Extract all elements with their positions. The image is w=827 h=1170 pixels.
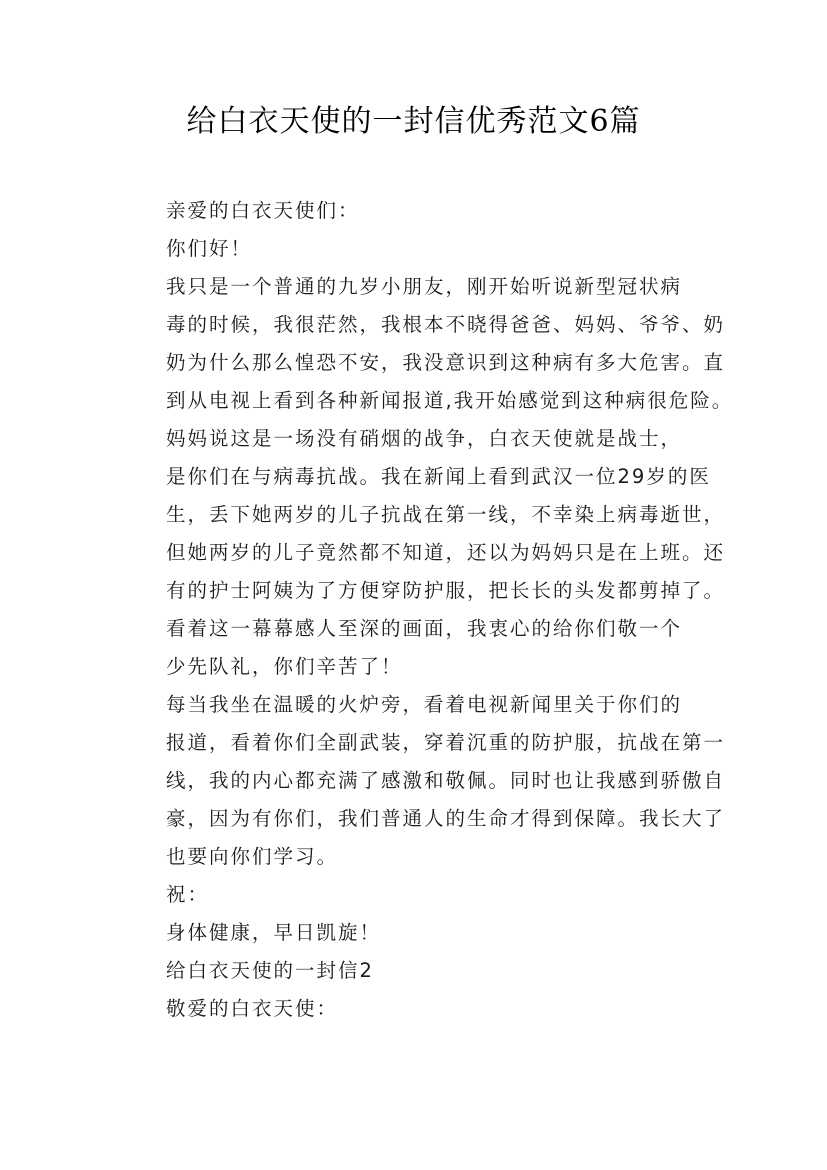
text-line: 你们好！ [166,237,253,260]
text-line: 线，我的内心都充满了感激和敬佩。同时也让我感到骄傲自 [166,769,726,792]
text-line: 奶为什么那么惶恐不安，我没意识到这种病有多大危害。直 [166,351,726,374]
text-line: 妈妈说这是一场没有硝烟的战争，白衣天使就是战士， [166,427,683,450]
text-line: 敬爱的白衣天使： [166,997,339,1020]
text-line: 到从电视上看到各种新闻报道,我开始感觉到这种病很危险。 [166,389,734,412]
text-line: 生，丢下她两岁的儿子抗战在第一线，不幸染上病毒逝世， [166,503,726,526]
text-line: 给白衣天使的一封信2 [166,959,374,982]
paragraph [127,952,717,990]
text-line: 每当我坐在温暖的火炉旁，看着电视新闻里关于你们的 [166,693,683,716]
paragraph [127,914,717,952]
text-line: 少先队礼，你们辛苦了！ [166,655,403,678]
paragraph [127,876,717,914]
text-line: 是你们在与病毒抗战。我在新闻上看到武汉一位29岁的医 [166,465,711,488]
text-line: 有的护士阿姨为了方便穿防护服，把长长的头发都剪掉了。 [166,579,726,602]
text-line: 亲爱的白衣天使们： [166,199,360,222]
paragraph [127,192,717,230]
text-line: 我只是一个普通的九岁小朋友，刚开始听说新型冠状病 [166,275,683,298]
document-body [127,192,734,1028]
document-title: 给白衣天使的一封信优秀范文6篇 [186,104,641,139]
paragraph [127,230,717,268]
text-line: 报道，看着你们全副武装，穿着沉重的防护服，抗战在第一 [166,731,726,754]
paragraph [127,990,717,1028]
text-line: 毒的时候，我很茫然，我根本不晓得爸爸、妈妈、爷爷、奶 [166,313,726,336]
text-line: 豪，因为有你们，我们普通人的生命才得到保障。我长大了 [166,807,726,830]
text-line: 但她两岁的儿子竟然都不知道，还以为妈妈只是在上班。还 [166,541,726,564]
paragraph [127,268,734,420]
text-line: 身体健康，早日凯旋！ [166,921,382,944]
paragraph [127,610,717,686]
text-line: 也要向你们学习。 [166,845,339,868]
paragraph [127,686,726,876]
text-line: 祝： [166,883,210,906]
text-line: 看着这一幕幕感人至深的画面，我衷心的给你们敬一个 [166,617,683,640]
paragraph [127,420,726,610]
